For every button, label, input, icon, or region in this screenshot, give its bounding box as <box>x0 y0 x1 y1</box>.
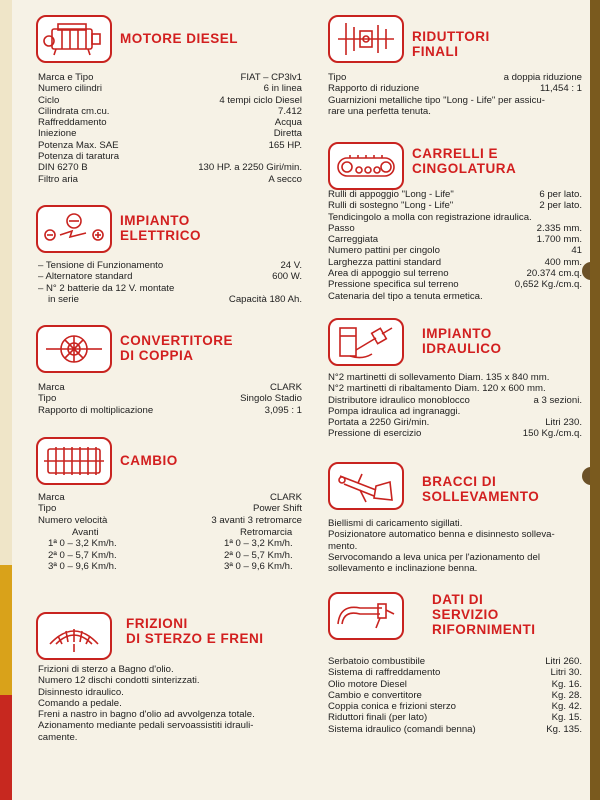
spec-row: Rulli di sostegno "Long - Life" 2 per lato. <box>328 200 582 212</box>
avanti-header: Avanti <box>72 527 99 538</box>
spec-row: Sistema idraulico (comandi benna) Kg. 135. <box>328 723 582 735</box>
spec-row: Potenza di taratura <box>38 151 120 163</box>
frizioni-text: Frizioni di sterzo a Bagno d'olio. Numero 12 dischi condotti sinterizzati. Disinnesto idraulico. Comando a pedale. Freni a nastro in bagno d'olio ad avvolgenza totale. Azionamento mediante pedali servoassistiti idrauli- camente. <box>38 664 255 743</box>
spec-row: Pressione di esercizio 150 Kg./cm.q. <box>328 428 582 440</box>
cambio-title: CAMBIO <box>120 453 178 468</box>
carrelli-title: CARRELLI E CINGOLATURA <box>412 146 517 176</box>
spec-row: Larghezza pattini standard 400 mm. <box>328 256 582 268</box>
hydraulic-icon <box>328 318 404 366</box>
spec-row: – Alternatore standard 600 W. <box>38 271 302 283</box>
binder-hole <box>582 467 590 485</box>
spec-row: – Tensione di Funzionamento 24 V. <box>38 260 302 271</box>
spec-row: Numero cilindri 6 in linea <box>38 83 302 95</box>
spec-row: Raffreddamento Acqua <box>38 117 302 129</box>
spec-row: Carreggiata 1.700 mm. <box>328 234 582 246</box>
dati-title: DATI DI SERVIZIO RIFORNIMENTI <box>432 592 536 637</box>
retro-header: Retromarcia <box>240 527 293 538</box>
spec-row: Cambio e convertitore Kg. 28. <box>328 689 582 701</box>
idraulico-title: IMPIANTO IDRAULICO <box>422 326 502 356</box>
spec-row: Tendicingolo a molla con registrazione idraulica. <box>328 211 532 223</box>
spec-row: in serie Capacità 180 Ah. <box>48 293 302 305</box>
spec-row: Rulli di appoggio "Long - Life" 6 per lato. <box>328 189 582 200</box>
gearbox-icon <box>36 437 112 485</box>
spec-row: Marca CLARK <box>38 492 302 503</box>
spec-row: Potenza Max. SAE 165 HP. <box>38 139 302 151</box>
spec-row: Rapporto di riduzione 11,454 : 1 <box>328 83 582 95</box>
convertitore-specs <box>38 382 302 416</box>
idraulico-specs <box>328 372 582 440</box>
riduttori-specs <box>328 72 582 95</box>
spec-row: Tipo Power Shift <box>38 503 302 515</box>
avanti-column <box>48 527 117 572</box>
binder-hole <box>582 262 590 280</box>
spec-row: N°2 martinetti di ribaltamento Diam. 120 x 600 mm. <box>328 383 546 395</box>
spec-row: Sistema di raffreddamento Litri 30. <box>328 667 582 679</box>
retro-speed: 3ª 0 – 9,6 Km/h. <box>224 560 293 572</box>
spec-row: Numero velocità 3 avanti 3 retromarce <box>38 514 302 526</box>
spec-row: Riduttori finali (per lato) Kg. 15. <box>328 712 582 724</box>
riduttori-text: Guarnizioni metalliche tipo "Long - Life" per assicu- rare una perfetta tenuta. <box>328 95 545 118</box>
riduttori-title: RIDUTTORI FINALI <box>412 29 490 59</box>
spec-row: Serbatoio combustibile Litri 260. <box>328 656 582 667</box>
carrelli-specs <box>328 189 582 302</box>
engine-icon <box>36 15 112 63</box>
motore-specs <box>38 72 302 185</box>
lift-arm-icon <box>328 462 404 510</box>
clutch-icon <box>36 612 112 660</box>
spec-row: Marca e Tipo FIAT – CP3lv1 <box>38 72 302 83</box>
convertitore-title: CONVERTITORE DI COPPIA <box>120 333 234 363</box>
spec-row: Numero pattini per cingolo 41 <box>328 245 582 257</box>
spec-row: Coppia conica e frizioni sterzo Kg. 42. <box>328 701 582 713</box>
retro-speed: 2ª 0 – 5,7 Km/h. <box>224 549 293 561</box>
spec-row: Olio motore Diesel Kg. 16. <box>328 678 582 690</box>
spec-row: Ciclo 4 tempi ciclo Diesel <box>38 94 302 106</box>
spec-row: Filtro aria A secco <box>38 173 302 185</box>
electric-icon <box>36 205 112 253</box>
spec-row: Iniezione Diretta <box>38 128 302 140</box>
elettrico-title: IMPIANTO ELETTRICO <box>120 213 201 243</box>
spec-row: Pressione specifica sul terreno 0,652 Kg./cm.q. <box>328 279 582 291</box>
bracci-text: Biellismi di caricamento sigillati. Posizionatore automatico benna e disinnesto solleva- mento. Servocomando a leva unica per l'azionamento del sollevamento e inclinazione benna. <box>328 518 555 575</box>
avanti-speed: 1ª 0 – 3,2 Km/h. <box>48 538 117 550</box>
elettrico-specs <box>38 260 302 305</box>
spec-row: Area di appoggio sul terreno 20.374 cm.q. <box>328 268 582 280</box>
page-edge-tab <box>0 0 12 800</box>
cambio-speeds <box>38 527 302 573</box>
bracci-title: BRACCI DI SOLLEVAMENTO <box>422 474 540 504</box>
cambio-specs <box>38 492 302 526</box>
spec-row: Rapporto di moltiplicazione 3,095 : 1 <box>38 404 302 416</box>
spec-row: Marca CLARK <box>38 382 302 393</box>
fuel-nozzle-icon <box>328 592 404 640</box>
track-icon <box>328 142 404 190</box>
spec-row: N°2 martinetti di sollevamento Diam. 135 x 840 mm. <box>328 372 550 383</box>
retro-speed: 1ª 0 – 3,2 Km/h. <box>224 538 293 550</box>
retro-column <box>224 527 293 572</box>
avanti-speed: 3ª 0 – 9,6 Km/h. <box>48 560 117 572</box>
spec-row: Catenaria del tipo a tenuta ermetica. <box>328 290 483 302</box>
spec-row: Portata a 2250 Giri/min. Litri 230. <box>328 417 582 429</box>
frizioni-title: FRIZIONI DI STERZO E FRENI <box>126 616 264 646</box>
spec-row: – N° 2 batterie da 12 V. montate <box>38 282 175 294</box>
spec-row: Tipo a doppia riduzione <box>328 72 582 83</box>
spec-row: Distributore idraulico monoblocco a 3 sezioni. <box>328 394 582 406</box>
spec-row: Passo 2.335 mm. <box>328 222 582 234</box>
spec-row: DIN 6270 B 130 HP. a 2250 Giri/min. <box>38 162 302 174</box>
final-drive-icon <box>328 15 404 63</box>
spec-row: Cilindrata cm.cu. 7.412 <box>38 105 302 117</box>
spec-row: Tipo Singolo Stadio <box>38 393 302 405</box>
spec-row: Pompa idraulica ad ingranaggi. <box>328 405 461 417</box>
avanti-speed: 2ª 0 – 5,7 Km/h. <box>48 549 117 561</box>
torque-converter-icon <box>36 325 112 373</box>
motore-title: MOTORE DIESEL <box>120 31 239 46</box>
spec-sheet-page <box>12 0 590 800</box>
dati-specs <box>328 656 582 735</box>
